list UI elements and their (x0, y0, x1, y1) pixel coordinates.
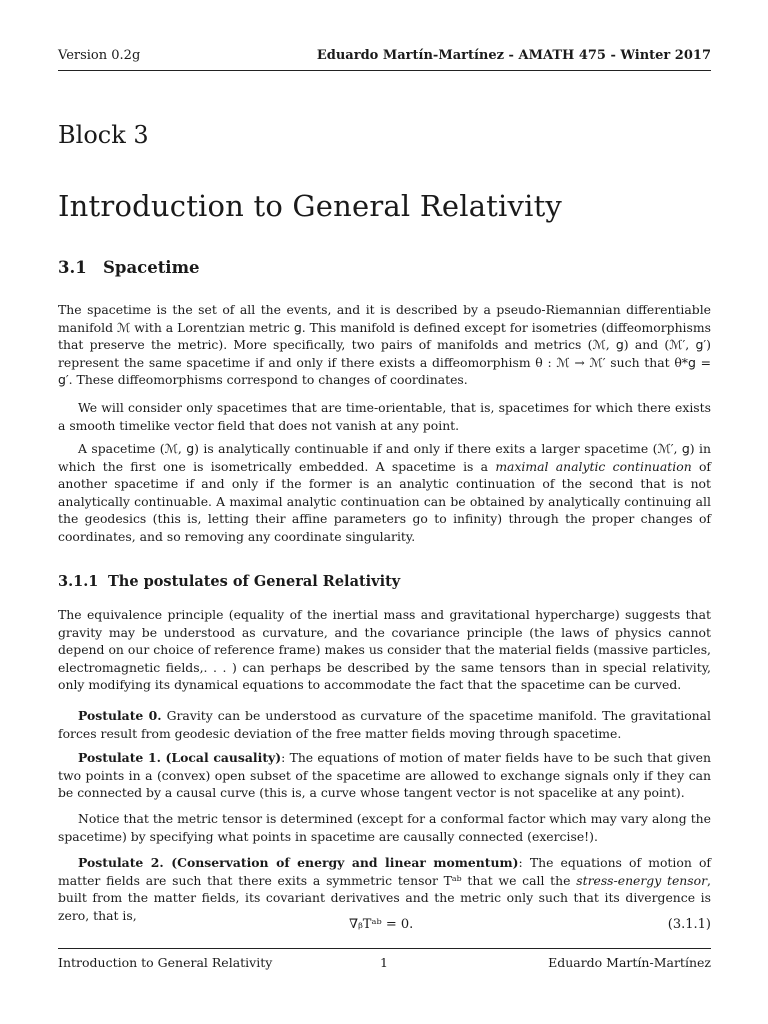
emphasis-text: maximal analytic continuation (495, 458, 692, 474)
paragraph-postulate-2 (58, 854, 711, 924)
paragraph-metric-note: Notice that the metric tensor is determined (except for a conformal factor which may vary along the spacetime) by specifying what points in spacetime are causally connected (exercise!). (58, 811, 711, 844)
postulate-label: Postulate 0. (78, 708, 162, 723)
subsection-heading (58, 573, 400, 590)
paragraph-postulate-1 (58, 749, 711, 802)
footer-title: Introduction to General Relativity (58, 955, 273, 970)
header-rule (58, 70, 711, 71)
text-run: , built from the matter fields, its covariant derivatives and the metric only such that its divergence is zero, that is, (58, 872, 711, 923)
running-header (58, 48, 711, 63)
section-number: 3.1 (58, 258, 87, 277)
section-title: Spacetime (103, 258, 200, 277)
paragraph-spacetime-definition: The spacetime is the set of all the events, and it is described by a pseudo-Riemannian differentiable manifold ℳ with a Lorentzian metric 𝗀. This manifold is defined except for isometries (diffeomorphisms that preserve the metric). More specifically, two pairs of manifolds and metrics (ℳ, 𝗀) and (ℳ′, 𝗀′) represent the same spacetime if and only if there exists a diffeomorphism θ : ℳ → ℳ′ such that θ*𝗀 = 𝗀′. These diffeomorphisms correspond to changes of coordinates. (58, 302, 711, 387)
postulate-label: Postulate 2. (Conservation of energy and linear momentum) (78, 855, 519, 870)
paragraph-analytic-continuation (58, 440, 711, 545)
equation-number: (3.1.1) (667, 917, 711, 932)
paragraph-time-orientable: We will consider only spacetimes that are time-orientable, that is, spacetimes for which there exists a smooth timelike vector field that does not vanish at any point. (58, 400, 711, 433)
text-run: A spacetime (ℳ, 𝗀) is analytically continuable if and only if there exits a larger spacetime (ℳ′, 𝗀) in which the first one is isometrically embedded. A spacetime is a (58, 441, 711, 474)
emphasis-text: stress-energy tensor (576, 872, 708, 888)
paragraph-postulate-0 (58, 707, 711, 742)
postulate-label: Postulate 1. (Local causality) (78, 750, 282, 765)
document-page (58, 0, 711, 1024)
text-run: of another spacetime if and only if the former is an analytic continuation of the second that is not analytically continuable. A maximal analytic continuation can be obtained by analytically continuing all the geodesics (this is, letting their affine parameters go to infinity) through the proper changes of coordinates, and so removing any coordinate singularity. (58, 458, 711, 544)
subsection-number: 3.1.1 (58, 573, 99, 590)
page-number: 1 (380, 955, 388, 970)
subsection-title: The postulates of General Relativity (108, 573, 401, 590)
text-run: Gravity can be understood as curvature of the spacetime manifold. The gravitational forces result from geodesic deviation of the free matter fields moving through spacetime. (58, 708, 711, 741)
section-heading (58, 258, 200, 277)
footer-rule (58, 948, 711, 949)
text-run: : The equations of motion of matter fields are such that there exits a symmetric tensor Tᵃᵇ that we call the (58, 855, 711, 888)
equation: ∇ᵦTᵃᵇ = 0. (349, 917, 414, 932)
footer-author: Eduardo Martín-Martínez (548, 955, 711, 970)
chapter-title: Introduction to General Relativity (58, 189, 563, 223)
block-label: Block 3 (58, 121, 149, 149)
paragraph-equivalence-principle: The equivalence principle (equality of the inertial mass and gravitational hypercharge) suggests that gravity may be understood as curvature, and the covariance principle (the laws of physics cannot depend on our choice of reference frame) makes us consider that the material fields (massive particles, electromagnetic fields,. . . ) can perhaps be described by the same tensors than in special relativity, only modifying its dynamical equations to accommodate the fact that the spacetime can be curved. (58, 607, 711, 692)
version-label: Version 0.2g (58, 48, 141, 63)
text-run: : The equations of motion of mater fields have to be such that given two points in a (convex) open subset of the spacetime are allowed to exchange signals only if they can be connected by a causal curve (this is, a curve whose tangent vector is not spacelike at any point). (58, 750, 711, 800)
course-label: Eduardo Martín-Martínez - AMATH 475 - Winter 2017 (316, 48, 711, 63)
